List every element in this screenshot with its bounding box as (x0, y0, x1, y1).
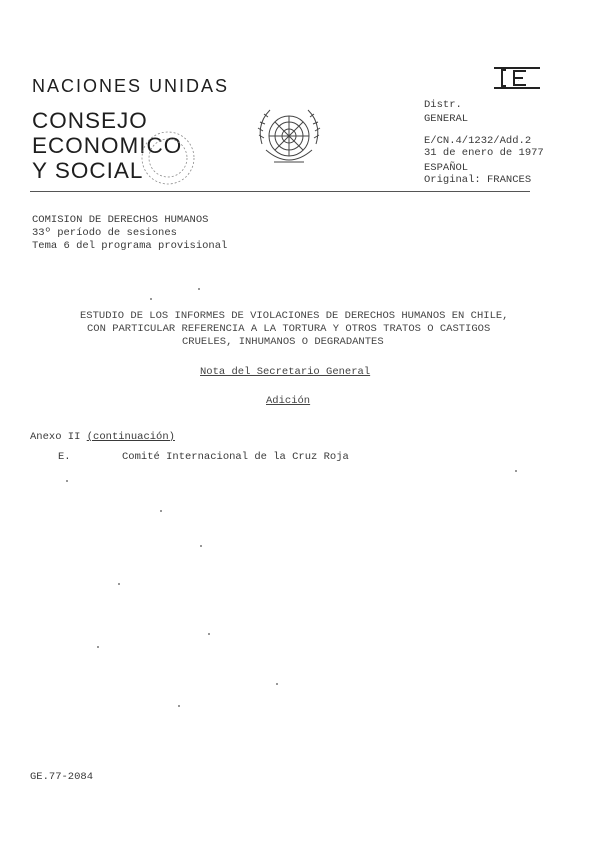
distr-label: Distr. (424, 99, 462, 111)
stamp-seal-icon (140, 118, 200, 198)
annex-continuation: (continuación) (86, 431, 175, 443)
scan-speck (97, 646, 99, 648)
scan-speck (150, 298, 152, 300)
scan-speck (200, 545, 202, 547)
document-language: ESPAÑOL (424, 162, 469, 174)
e-logo-icon (492, 64, 542, 92)
council-name-line2: ECONOMICO (32, 133, 183, 158)
scan-speck (198, 288, 200, 290)
scan-speck (208, 633, 210, 635)
distribution-value: GENERAL (424, 113, 469, 125)
document-symbol: E/CN.4/1232/Add.2 (424, 135, 532, 147)
session-number: 33º período de sesiones (32, 227, 177, 239)
scan-speck (66, 480, 68, 482)
council-name-line3: Y SOCIAL (32, 158, 144, 183)
addendum-heading: Adición (266, 395, 311, 407)
secretary-note-heading: Nota del Secretario General (200, 366, 371, 378)
annex-line (30, 431, 175, 443)
section-letter: E. (58, 451, 71, 463)
title-line-1: ESTUDIO DE LOS INFORMES DE VIOLACIONES DE DERECHOS HUMANOS EN CHILE, (80, 310, 509, 322)
scan-speck (276, 683, 278, 685)
document-date: 31 de enero de 1977 (424, 147, 544, 159)
title-line-3: CRUELES, INHUMANOS O DEGRADANTES (182, 336, 384, 348)
scan-speck (178, 705, 180, 707)
scan-speck (118, 583, 120, 585)
annex-label: Anexo II (30, 431, 81, 443)
org-name: NACIONES UNIDAS (32, 76, 230, 96)
logo-letter: E (518, 81, 519, 82)
commission-name: COMISION DE DERECHOS HUMANOS (32, 214, 209, 226)
section-title: Comité Internacional de la Cruz Roja (122, 451, 349, 463)
scan-speck (160, 510, 162, 512)
un-emblem-icon (252, 104, 326, 180)
agenda-item: Tema 6 del programa provisional (32, 240, 228, 252)
title-line-2: CON PARTICULAR REFERENCIA A LA TORTURA Y OTROS TRATOS O CASTIGOS (87, 323, 491, 335)
council-name-line1: CONSEJO (32, 108, 148, 133)
document-job-code: GE.77-2084 (30, 771, 94, 783)
header-divider (30, 191, 530, 192)
scan-speck (515, 470, 517, 472)
original-language: Original: FRANCES (424, 174, 532, 186)
